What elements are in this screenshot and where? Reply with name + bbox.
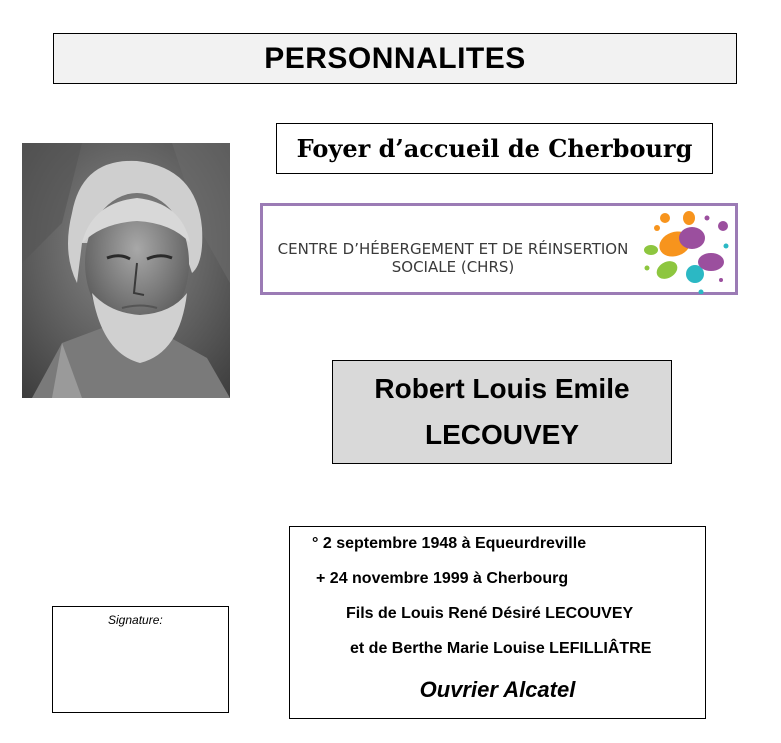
portrait-photo [22,143,230,398]
person-first-names: Robert Louis Emile [374,373,630,404]
foyer-label-box [276,123,713,174]
occupation: Ouvrier Alcatel [419,677,576,702]
birth-line: ° 2 septembre 1948 à Equeurdreville [312,535,587,552]
death-line: + 24 novembre 1999 à Cherbourg [316,570,569,587]
person-surname: LECOUVEY [424,419,580,450]
colorful-petals-logo [637,208,729,294]
chrs-line-2: SOCIALE (CHRS) [391,258,515,276]
chrs-line-1: CENTRE D’HÉBERGEMENT ET DE RÉINSERTION [277,240,629,258]
person-name-box [332,360,672,464]
father-line: Fils de Louis René Désiré LECOUVEY [346,605,634,622]
foyer-label: Foyer d’accueil de Cherbourg [296,134,693,163]
signature-label: Signature: [108,613,163,627]
signature-box [52,606,229,713]
mother-line: et de Berthe Marie Louise LEFILLIÂTRE [350,640,652,657]
chrs-banner [260,203,738,295]
page-title-box [53,33,737,84]
biography-box [289,526,706,719]
page-title: PERSONNALITES [264,41,526,75]
chrs-text [267,240,639,276]
